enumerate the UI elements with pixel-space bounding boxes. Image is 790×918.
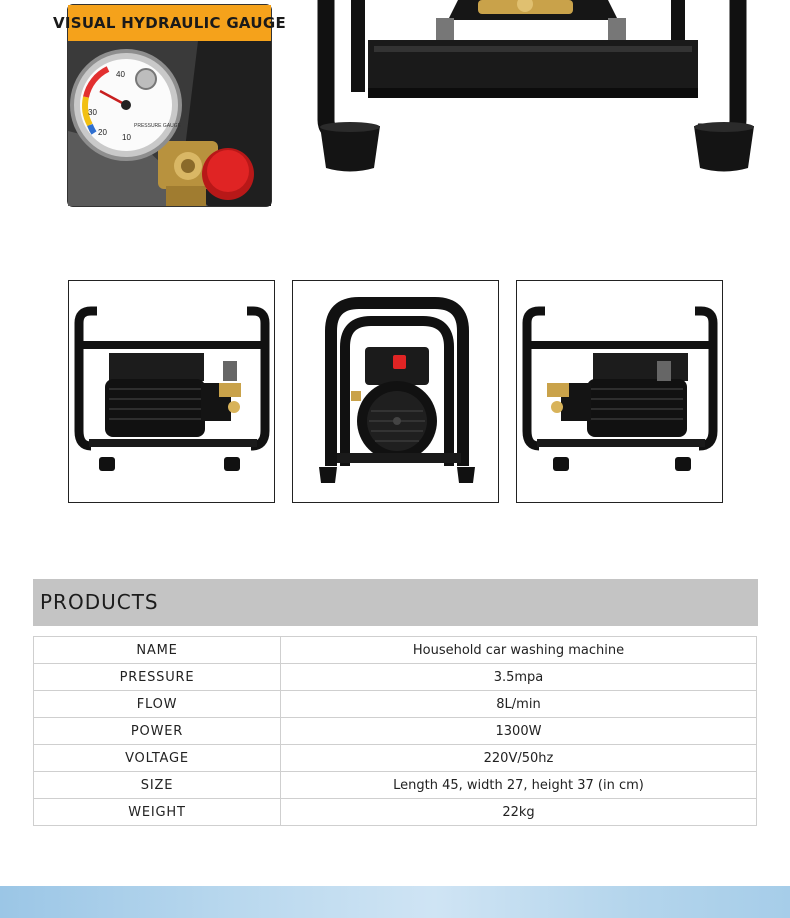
product-view-front [292,280,499,503]
spec-key: POWER [34,718,281,745]
product-view-side-left [68,280,275,503]
spec-key: FLOW [34,691,281,718]
spec-value: 3.5mpa [281,664,757,691]
spec-key: PRESSURE [34,664,281,691]
table-row [34,745,757,772]
spec-table [33,636,757,826]
gauge-photo [68,41,271,206]
washer-side-right-photo [517,281,722,502]
table-row [34,691,757,718]
products-title: PRODUCTS [40,590,159,614]
power-switch-icon [393,355,406,369]
rubber-foot-right [694,126,754,172]
spec-value: 1300W [281,718,757,745]
spec-key: NAME [34,637,281,664]
spec-key: SIZE [34,772,281,799]
table-row [34,718,757,745]
spec-value: Length 45, width 27, height 37 (in cm) [281,772,757,799]
gauge-banner: VISUAL HYDRAULIC GAUGE [68,5,271,41]
rubber-foot-left [320,126,380,172]
spec-key: VOLTAGE [34,745,281,772]
gauge-dial-20: 20 [98,128,107,137]
next-section-sky-band [0,886,790,918]
product-view-side-right [516,280,723,503]
spec-value: 22kg [281,799,757,826]
table-row [34,664,757,691]
pressure-gauge-icon [72,51,182,159]
table-row [34,799,757,826]
spec-value: 220V/50hz [281,745,757,772]
table-row [34,772,757,799]
spec-value: Household car washing machine [281,637,757,664]
gauge-callout-card [53,4,287,207]
machine-base-photo [318,0,758,175]
gauge-dial-10: 10 [122,133,131,142]
table-row [34,637,757,664]
gauge-dial-40: 40 [116,70,125,79]
spec-key: WEIGHT [34,799,281,826]
gauge-dial-30: 30 [88,108,97,117]
spec-value: 8L/min [281,691,757,718]
washer-side-left-photo [69,281,274,502]
washer-front-photo [293,281,498,502]
gauge-dial-text: PRESSURE GAUGE [134,123,181,129]
